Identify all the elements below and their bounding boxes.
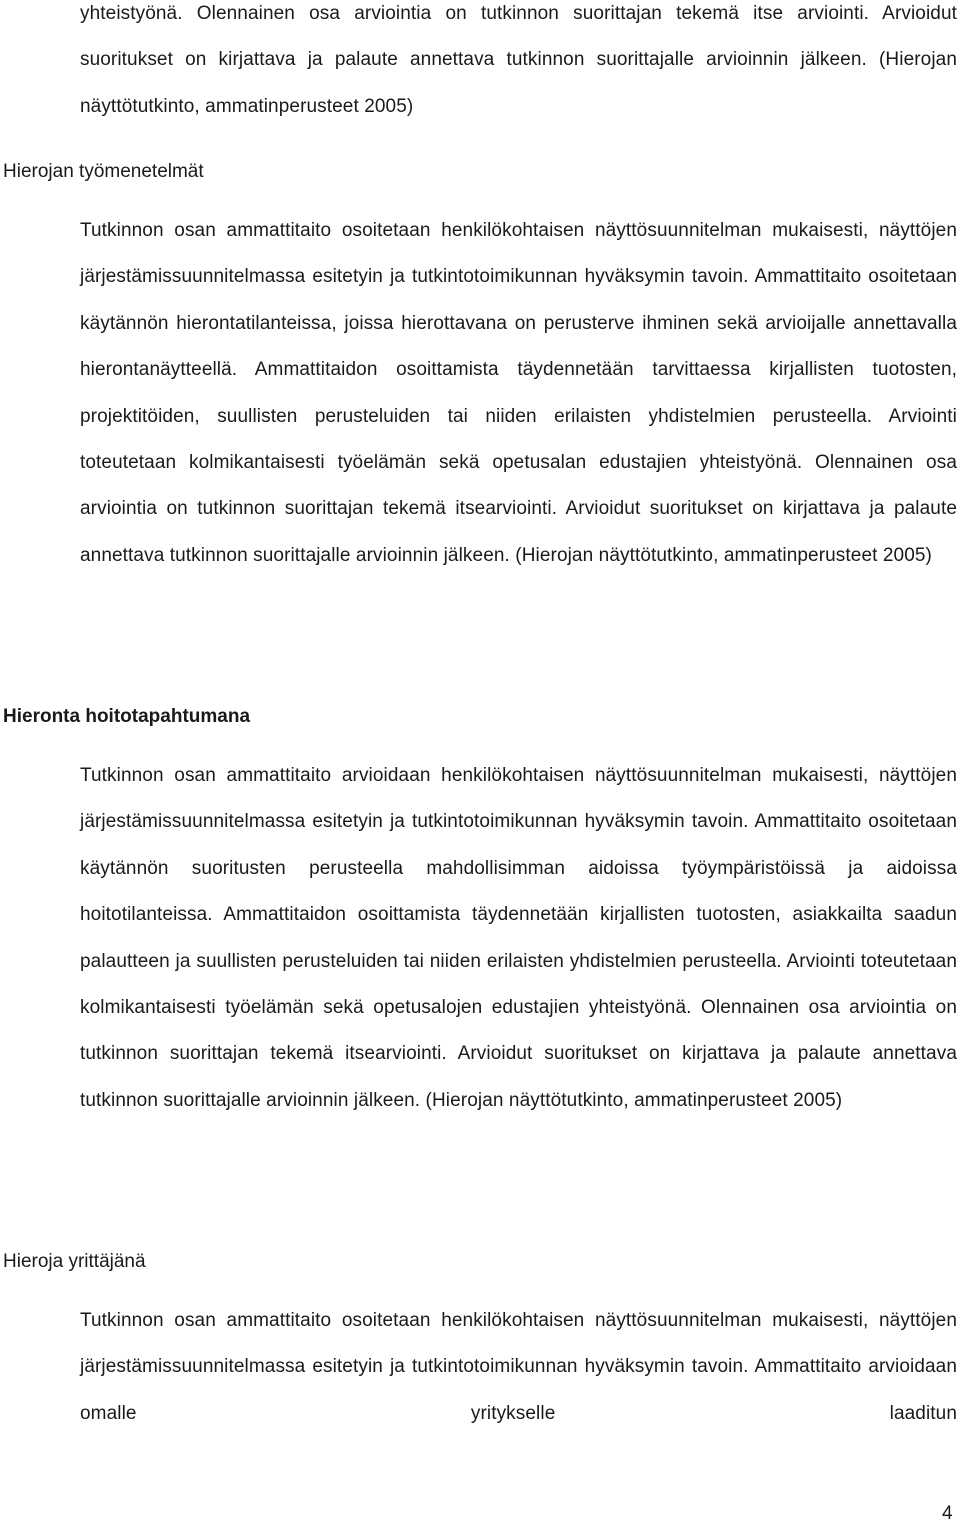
section-heading-hieroja-yrittajana: Hieroja yrittäjänä	[3, 1251, 146, 1272]
section-paragraph-hieronta-hoitotapahtumana: Tutkinnon osan ammattitaito arvioidaan henkilökohtaisen näyttösuunnitelman mukaisesti, näyttöjen järjestämissuunnitelmassa esitetyin ja tutkintotoimikunnan hyväksymin tavoin. Ammattitaito osoitetaan käytännön suoritusten perusteella mahdollisimman aidoissa työympäristöissä ja aidoissa hoitotilanteissa. Ammattitaidon osoittamista täydennetään kirjallisten tuotosten, asiakkailta saadun palautteen ja suullisten perusteluiden tai niiden erilaisten yhdistelmien perusteella. Arviointi toteutetaan kolmikantaisesti työelämän sekä opetusalojen edustajien yhteistyönä. Olennainen osa arviointia on tutkinnon suorittajan tekemä itsearviointi. Arvioidut suoritukset on kirjattava ja palaute annettava tutkinnon suorittajalle arvioinnin jälkeen. (Hierojan näyttötutkinto, ammatinperusteet 2005)	[80, 765, 957, 1111]
section-paragraph-hierojan-tyomenetelmat: Tutkinnon osan ammattitaito osoitetaan henkilökohtaisen näyttösuunnitelman mukaisesti, näyttöjen järjestämissuunnitelmassa esitetyin ja tutkintotoimikunnan hyväksymin tavoin. Ammattitaito osoitetaan käytännön hierontatilanteissa, joissa hierottavana on perusterve ihminen sekä arvioijalle annettavalla hierontanäytteellä. Ammattitaidon osoittamista täydennetään tarvittaessa kirjallisten tuotosten, projektitöiden, suullisten perusteluiden tai niiden erilaisten yhdistelmien perusteella. Arviointi toteutetaan kolmikantaisesti työelämän sekä opetusalan edustajien yhteistyönä. Olennainen osa arviointia on tutkinnon suorittajan tekemä itsearviointi. Arvioidut suoritukset on kirjattava ja palaute annettava tutkinnon suorittajalle arvioinnin jälkeen. (Hierojan näyttötutkinto, ammatinperusteet 2005)	[80, 220, 957, 566]
intro-paragraph: yhteistyönä. Olennainen osa arviointia on tutkinnon suorittajan tekemä itse arviointi. Arvioidut suoritukset on kirjattava ja palaute annettava tutkinnon suorittajalle arvioinnin jälkeen. (Hierojan näyttötutkinto, ammatinperusteet 2005)	[80, 3, 957, 117]
section-heading-hieronta-hoitotapahtumana: Hieronta hoitotapahtumana	[3, 706, 251, 727]
section-paragraph-hieroja-yrittajana: Tutkinnon osan ammattitaito osoitetaan henkilökohtaisen näyttösuunnitelman mukaisesti, näyttöjen järjestämissuunnitelmassa esitetyin ja tutkintotoimikunnan hyväksymin tavoin. Ammattitaito arvioidaan omalle yritykselle laaditun	[80, 1310, 957, 1424]
page-number: 4	[942, 1503, 953, 1524]
section-heading-hierojan-tyomenetelmat: Hierojan työmenetelmät	[3, 161, 204, 182]
